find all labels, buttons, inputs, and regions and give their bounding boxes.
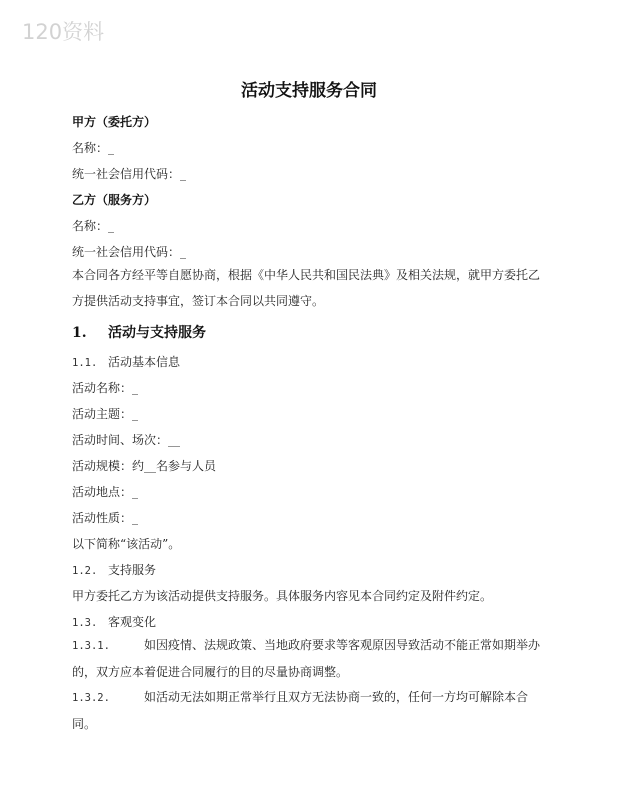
section-1-3-2-paragraph <box>72 684 550 737</box>
section-1-2-text: 甲方委托乙方为该活动提供支持服务。具体服务内容见本合同约定及附件约定。 <box>72 589 493 603</box>
activity-time-field: 活动时间、场次：__ <box>72 433 181 447</box>
section-1-3-heading <box>72 614 156 631</box>
section-1-1-title: 活动基本信息 <box>108 355 181 369</box>
party-a-credit-code: 统一社会信用代码：_ <box>72 167 187 181</box>
party-b-heading: 乙方（服务方） <box>72 193 157 207</box>
section-1-3-number: 1.3. <box>72 617 98 629</box>
section-1-2-heading <box>72 562 156 579</box>
section-1-1-number: 1.1. <box>72 357 98 369</box>
activity-location-field: 活动地点：_ <box>72 485 139 499</box>
party-a-name: 名称：_ <box>72 141 115 155</box>
party-a-heading: 甲方（委托方） <box>72 115 157 129</box>
activity-theme-field: 活动主题：_ <box>72 407 139 421</box>
activity-alias-note: 以下简称“该活动”。 <box>72 537 181 551</box>
activity-scale-field: 活动规模：约__名参与人员 <box>72 459 217 473</box>
document-title: 活动支持服务合同 <box>241 81 377 101</box>
watermark: 120资料 <box>22 20 105 44</box>
activity-name-field: 活动名称：_ <box>72 381 139 395</box>
activity-nature-field: 活动性质：_ <box>72 511 139 525</box>
party-b-credit-code: 统一社会信用代码：_ <box>72 245 187 259</box>
section-1-2-number: 1.2. <box>72 565 98 577</box>
section-1-3-1-number: 1.3.1. <box>72 640 110 652</box>
section-1-3-2-text: 如活动无法如期正常举行且双方无法协商一致的，任何一方均可解除本合同。 <box>72 690 529 731</box>
section-1-3-2-number: 1.3.2. <box>72 692 110 704</box>
intro-paragraph: 本合同各方经平等自愿协商，根据《中华人民共和国民法典》及相关法规，就甲方委托乙方提供活动支持事宜，签订本合同以共同遵守。 <box>72 268 541 308</box>
section-1-2-title: 支持服务 <box>108 563 157 577</box>
section-1-number: 1. <box>72 325 87 341</box>
section-1-1-heading <box>72 354 180 371</box>
party-b-name: 名称：_ <box>72 219 115 233</box>
section-1-3-title: 客观变化 <box>108 615 157 629</box>
section-1-3-1-text: 如因疫情、法规政策、当地政府要求等客观原因导致活动不能正常如期举办的，双方应本着促进合同履行的目的尽量协商调整。 <box>72 638 541 679</box>
section-1-title: 活动与支持服务 <box>108 325 206 341</box>
section-1-heading <box>72 322 206 342</box>
section-1-3-1-paragraph <box>72 632 550 685</box>
